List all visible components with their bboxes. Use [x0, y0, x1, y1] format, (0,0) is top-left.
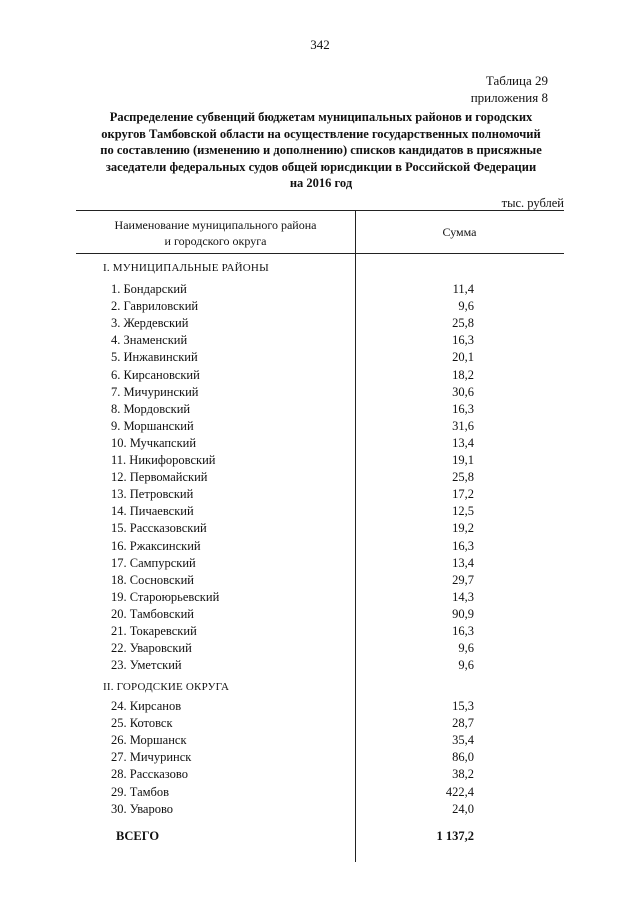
table-row [0, 419, 640, 436]
table-row [0, 539, 640, 556]
table-row [0, 658, 640, 675]
row-value: 86,0 [452, 750, 474, 765]
row-value: 16,3 [452, 538, 474, 553]
row-name: 19. Староюрьевский [111, 589, 220, 604]
row-value: 11,4 [452, 282, 474, 296]
row-value: 24,0 [452, 801, 474, 816]
table-row [0, 299, 640, 316]
row-value: 19,1 [452, 453, 474, 467]
title-line: Распределение субвенций бюджетам муниципальных районов и городских [109, 110, 533, 124]
row-name: 7. Мичуринский [111, 384, 199, 399]
row-value: 19,2 [452, 521, 474, 536]
table-row [0, 402, 640, 419]
row-value: 14,3 [452, 589, 474, 604]
row-value: 9,6 [458, 299, 474, 314]
column-header-name-line: Наименование муниципального района [114, 218, 317, 232]
row-value: 9,6 [458, 658, 474, 673]
appendix-number: приложения 8 [470, 90, 548, 105]
table-row [0, 733, 640, 750]
row-name: 11. Никифоровский [111, 453, 216, 467]
row-value: 30,6 [452, 384, 474, 399]
total-value: 1 137,2 [436, 829, 474, 843]
table-row [0, 607, 640, 624]
section-heading-cities: II. ГОРОДСКИЕ ОКРУГА [103, 681, 230, 693]
row-name: 24. Кирсанов [111, 699, 182, 713]
row-name: 2. Гавриловский [111, 299, 199, 314]
row-name: 29. Тамбов [111, 784, 170, 799]
table-row [0, 750, 640, 767]
row-name: 5. Инжавинский [111, 350, 198, 365]
table-row [0, 368, 640, 385]
table-row [0, 521, 640, 538]
row-value: 16,3 [452, 624, 474, 638]
row-name: 26. Моршанск [111, 733, 187, 748]
row-name: 4. Знаменский [111, 333, 188, 348]
document-title [80, 109, 562, 192]
row-name: 6. Кирсановский [111, 367, 200, 382]
row-value: 13,4 [452, 555, 474, 570]
row-value: 35,4 [452, 733, 474, 748]
row-name: 25. Котовск [111, 716, 173, 731]
table-row [0, 453, 640, 470]
table-number: Таблица 29 [485, 73, 548, 88]
row-value: 13,4 [452, 435, 474, 450]
row-name: 27. Мичуринск [111, 750, 192, 765]
section-heading-districts: I. МУНИЦИПАЛЬНЫЕ РАЙОНЫ [103, 262, 269, 274]
row-name: 23. Уметский [111, 658, 182, 673]
row-value: 20,1 [452, 350, 474, 365]
row-name: 14. Пичаевский [111, 504, 194, 519]
table-row [0, 573, 640, 590]
row-value: 16,3 [452, 333, 474, 348]
table-row [0, 785, 640, 802]
units-label: тыс. рублей [501, 196, 564, 210]
column-header-name [76, 217, 355, 249]
row-name: 9. Моршанский [111, 418, 194, 433]
row-value: 31,6 [452, 418, 474, 433]
column-header-name-line: и городского округа [164, 234, 267, 248]
table-row [0, 699, 640, 716]
row-name: 13. Петровский [111, 487, 194, 502]
row-name: 15. Рассказовский [111, 521, 207, 536]
table-row [0, 333, 640, 350]
title-line: на 2016 год [289, 176, 353, 190]
table-row [0, 350, 640, 367]
row-name: 10. Мучкапский [111, 435, 197, 450]
row-value: 9,6 [458, 641, 474, 656]
row-name: 22. Уваровский [111, 641, 192, 656]
total-label: ВСЕГО [116, 829, 160, 843]
table-top-rule [76, 210, 564, 211]
table-row [0, 316, 640, 333]
row-value: 15,3 [452, 699, 474, 713]
title-line: по составлению (изменению и дополнению) списков кандидатов в присяжные [100, 143, 542, 157]
row-name: 18. Сосновский [111, 572, 194, 587]
row-value: 12,5 [452, 504, 474, 519]
table-row [0, 282, 640, 299]
row-value: 16,3 [452, 401, 474, 416]
page-number: 342 [310, 37, 330, 52]
title-line: округов Тамбовской области на осуществление государственных полномочий [101, 126, 541, 141]
table-row [0, 487, 640, 504]
row-value: 18,2 [452, 367, 474, 382]
table-header-rule [76, 253, 564, 254]
column-header-sum: Сумма [442, 225, 477, 239]
row-value: 17,2 [452, 487, 474, 502]
row-name: 20. Тамбовский [111, 606, 194, 621]
table-row [0, 556, 640, 573]
table-row [0, 385, 640, 402]
row-name: 12. Первомайский [111, 470, 208, 485]
table-row [0, 716, 640, 733]
table-reference [471, 72, 548, 106]
row-value: 38,2 [452, 767, 474, 782]
table-row [0, 767, 640, 784]
row-name: 16. Ржаксинский [111, 538, 201, 553]
row-name: 28. Рассказово [111, 767, 188, 782]
row-value: 90,9 [452, 606, 474, 621]
row-name: 17. Сампурский [111, 555, 196, 570]
table-row [0, 470, 640, 487]
row-value: 422,4 [445, 784, 474, 799]
row-name: 30. Уварово [111, 801, 174, 816]
table-row [0, 590, 640, 607]
row-value: 25,8 [452, 470, 474, 485]
table-row [0, 624, 640, 641]
row-name: 21. Токаревский [111, 624, 197, 638]
table-row [0, 436, 640, 453]
row-name: 3. Жердевский [111, 316, 189, 331]
row-value: 29,7 [452, 572, 474, 587]
row-value: 25,8 [452, 316, 474, 331]
table-row [0, 504, 640, 521]
row-value: 28,7 [452, 716, 474, 731]
row-name: 8. Мордовский [111, 401, 191, 416]
table-row [0, 641, 640, 658]
table-row [0, 802, 640, 819]
row-name: 1. Бондарский [111, 282, 187, 296]
title-line: заседатели федеральных судов общей юрисдикции в Российской Федерации [105, 159, 537, 174]
